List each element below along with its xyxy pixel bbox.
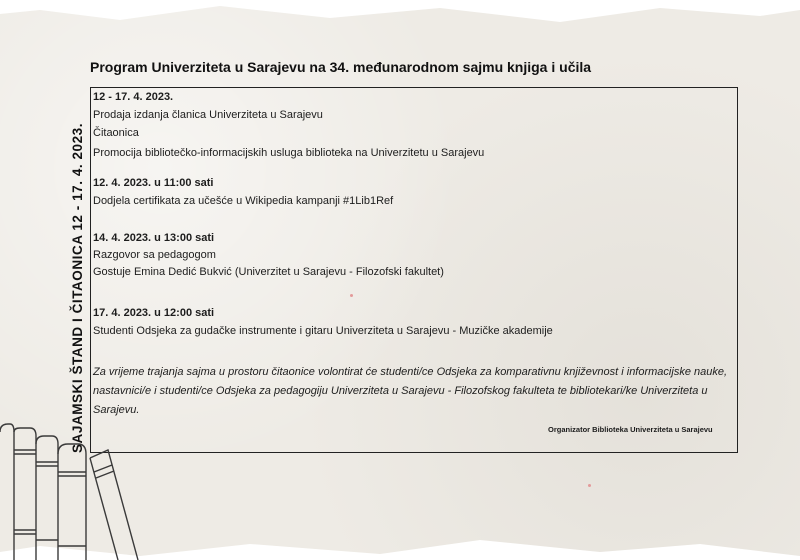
section-line: Promocija bibliotečko-informacijskih usluga biblioteka na Univerzitetu u Sarajevu	[93, 147, 485, 159]
section-date: 17. 4. 2023. u 12:00 sati	[93, 307, 215, 319]
volunteer-note: Za vrijeme trajanja sajma u prostoru čitaonice volontirat će studenti/ce Odsjeka za komparativnu književnost i informacijske nauke, nastavnici/e i studenti/ce Odsjeka za pedagogiju Univerziteta u Sarajevu - Filozofskog fakulteta te bibliotekari/ke Univerziteta u Sarajevu.	[93, 366, 728, 416]
section-line: Razgovor sa pedagogom	[93, 249, 216, 261]
section-line: Gostuje Emina Dedić Bukvić (Univerzitet u Sarajevu - Filozofski fakultet)	[93, 266, 444, 278]
section-line: Dodjela certifikata za učešće u Wikipedia kampanji #1Lib1Ref	[93, 195, 394, 207]
page-title: Program Univerziteta u Sarajevu na 34. međunarodnom sajmu knjiga i učila	[90, 59, 592, 75]
section-date: 14. 4. 2023. u 13:00 sati	[93, 232, 215, 244]
organizer-credit: Organizator Biblioteka Univerziteta u Sarajevu	[548, 425, 713, 434]
section-date: 12. 4. 2023. u 11:00 sati	[93, 177, 214, 189]
section-date: 12 - 17. 4. 2023.	[93, 91, 174, 103]
section-line: Čitaonica	[93, 127, 139, 139]
vertical-side-label: SAJAMSKI ŠTAND I ČITAONICA 12 - 17. 4. 2023.	[70, 122, 85, 453]
books-illustration	[0, 420, 140, 560]
section-line: Prodaja izdanja članica Univerziteta u Sarajevu	[93, 109, 323, 121]
decor-dot	[588, 484, 591, 487]
section-line: Studenti Odsjeka za gudačke instrumente i gitaru Univerziteta u Sarajevu - Muzičke akademije	[93, 325, 553, 337]
